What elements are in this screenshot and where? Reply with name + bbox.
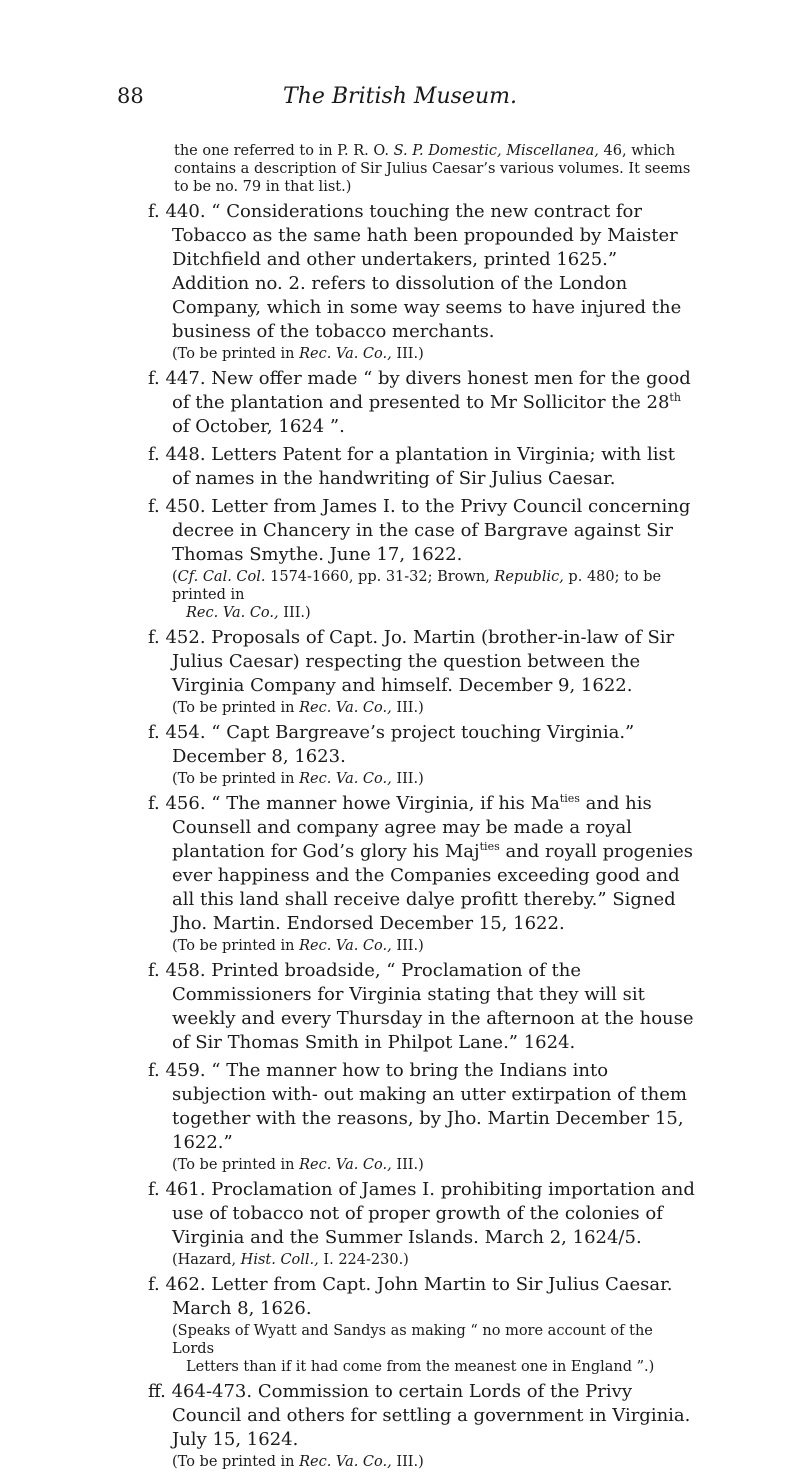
note-italic: Rec. Va. Co., [186,605,279,621]
entry-text: f. 450. Letter from James I. to the Privy Council concerning decree in Chancery in the case of Bargrave against Sir Thomas Smythe. June 17, 1622. [148,496,691,565]
entry-note [148,568,696,622]
note-text: (To be printed in [172,700,300,716]
entry-note [148,1251,696,1269]
note-text: III.) [391,1157,424,1173]
entry-text-part: of October, 1624 ”. [172,416,345,437]
note-text: (Hazard, [172,1252,241,1268]
superscript: ties [479,840,500,853]
note-italic: Republic, [494,569,564,585]
entry-text [148,792,696,936]
note-text: 1574-1660, pp. 31-32; Brown, [265,569,495,585]
entry-text-part: f. 456. “ The manner howe Virginia, if his Ma [148,793,560,814]
note-italic: Rec. Va. Co., [299,346,392,362]
note-text: ( [172,569,178,585]
entry-f447 [148,367,696,439]
entry-text: f. 448. Letters Patent for a plantation in Virginia; with list of names in the handwriting of Sir Julius Caesar. [148,444,675,489]
note-text: (Speaks of Wyatt and Sandys as making “ no more account of the Lords [172,1323,653,1357]
page-header [0,84,800,124]
note-text: III.) [391,346,424,362]
note-text: (To be printed in [172,1157,300,1173]
note-text: III.) [278,605,311,621]
entry-text: f. 454. “ Capt Bargreave’s project touching Virginia.” December 8, 1623. [148,722,635,767]
entry-f448 [148,443,696,491]
entry-text: f. 452. Proposals of Capt. Jo. Martin (brother-in-law of Sir Julius Caesar) respecting the question between the Virginia Company and himself. December 9, 1622. [148,627,675,696]
entry-note [148,345,696,363]
entry-f464-473 [148,1380,696,1471]
note-italic: Rec. Va. Co., [299,771,392,787]
note-text: III.) [391,771,424,787]
entry-f462 [148,1273,696,1376]
superscript: ties [559,792,580,805]
entry-note [148,1322,696,1376]
note-text: 46, which contains a description of Sir Julius Caesar’s various volumes. It seems to be no. 79 in that list.) [174,143,691,195]
page-body [148,142,696,1475]
note-text: III.) [391,1454,424,1470]
note-text: I. 224-230.) [318,1252,409,1268]
note-text: III.) [391,938,424,954]
entry-note [148,770,696,788]
entry-text: f. 461. Proclamation of James I. prohibiting importation and use of tobacco not of proper growth of the colonies of Virginia and the Summer Islands. March 2, 1624/5. [148,1179,695,1248]
entry-f450 [148,495,696,622]
note-italic: Cf. Cal. Col. [177,569,266,585]
entry-f440 [148,200,696,363]
entry-text: f. 459. “ The manner how to bring the Indians into subjection with- out making an utter extirpation of them together with the reasons, by Jho. Martin December 15, 1622.” [148,1060,687,1153]
entry-text: f. 440. “ Considerations touching the new contract for Tobacco as the same hath been propounded by Maister Ditchfield and other undertakers, printed 1625.” Addition no. 2. refers to dissolution of the London Company, which in some way seems to have injured the business of the tobacco merchants. [148,201,682,342]
entry-text-part: f. 447. New offer made “ by divers honest men for the good of the plantation and presented to Mr Sollicitor the 28 [148,368,691,413]
note-italic: S. P. Domestic, Miscellanea, [393,143,599,159]
note-italic: Rec. Va. Co., [299,1157,392,1173]
entry-text: ff. 464-473. Commission to certain Lords of the Privy Council and others for settling a government in Virginia. July 15, 1624. [148,1381,691,1450]
entry-f459 [148,1059,696,1174]
entry-text: f. 462. Letter from Capt. John Martin to Sir Julius Caesar. March 8, 1626. [148,1274,673,1319]
entry-note [148,1453,696,1471]
note-italic: Rec. Va. Co., [299,938,392,954]
page-number: 88 [117,84,144,108]
note-italic: Rec. Va. Co., [299,700,392,716]
entry-f452 [148,626,696,717]
entry-note [148,1156,696,1174]
entry-f456 [148,792,696,955]
note-text: III.) [391,700,424,716]
entry-text: f. 458. Printed broadside, “ Proclamation of the Commissioners for Virginia stating that they will sit weekly and every Thursday in the afternoon at the house of Sir Thomas Smith in Philpot Lane.” 1624. [148,960,694,1053]
entry-note [148,937,696,955]
entry-f458 [148,959,696,1055]
note-text: (To be printed in [172,771,300,787]
note-text: the one referred to in P. R. O. [174,143,394,159]
continued-note [148,142,696,196]
note-continuation [172,604,696,622]
entry-text [148,367,696,439]
note-text: (To be printed in [172,1454,300,1470]
running-title: The British Museum. [283,84,517,109]
note-text: (To be printed in [172,938,300,954]
note-continuation: Letters than if it had come from the meanest one in England ”.) [186,1359,655,1375]
superscript: th [669,391,681,404]
entry-text-part: and royall progenies ever happiness and the Companies exceeding good and all this land shall receive dalye profitt thereby.” Signed Jho. Martin. Endorsed December 15, 1622. [172,841,693,934]
note-text: p. 480; to be printed in [172,569,662,603]
note-italic: Rec. Va. Co., [299,1454,392,1470]
entry-f461 [148,1178,696,1269]
entry-note [148,699,696,717]
note-italic: Hist. Coll., [240,1252,319,1268]
note-text: (To be printed in [172,346,300,362]
entry-f454 [148,721,696,788]
entry-text-part: and his Counsell and company agree may be made a royal plantation for God’s glory his Maj [172,793,652,862]
